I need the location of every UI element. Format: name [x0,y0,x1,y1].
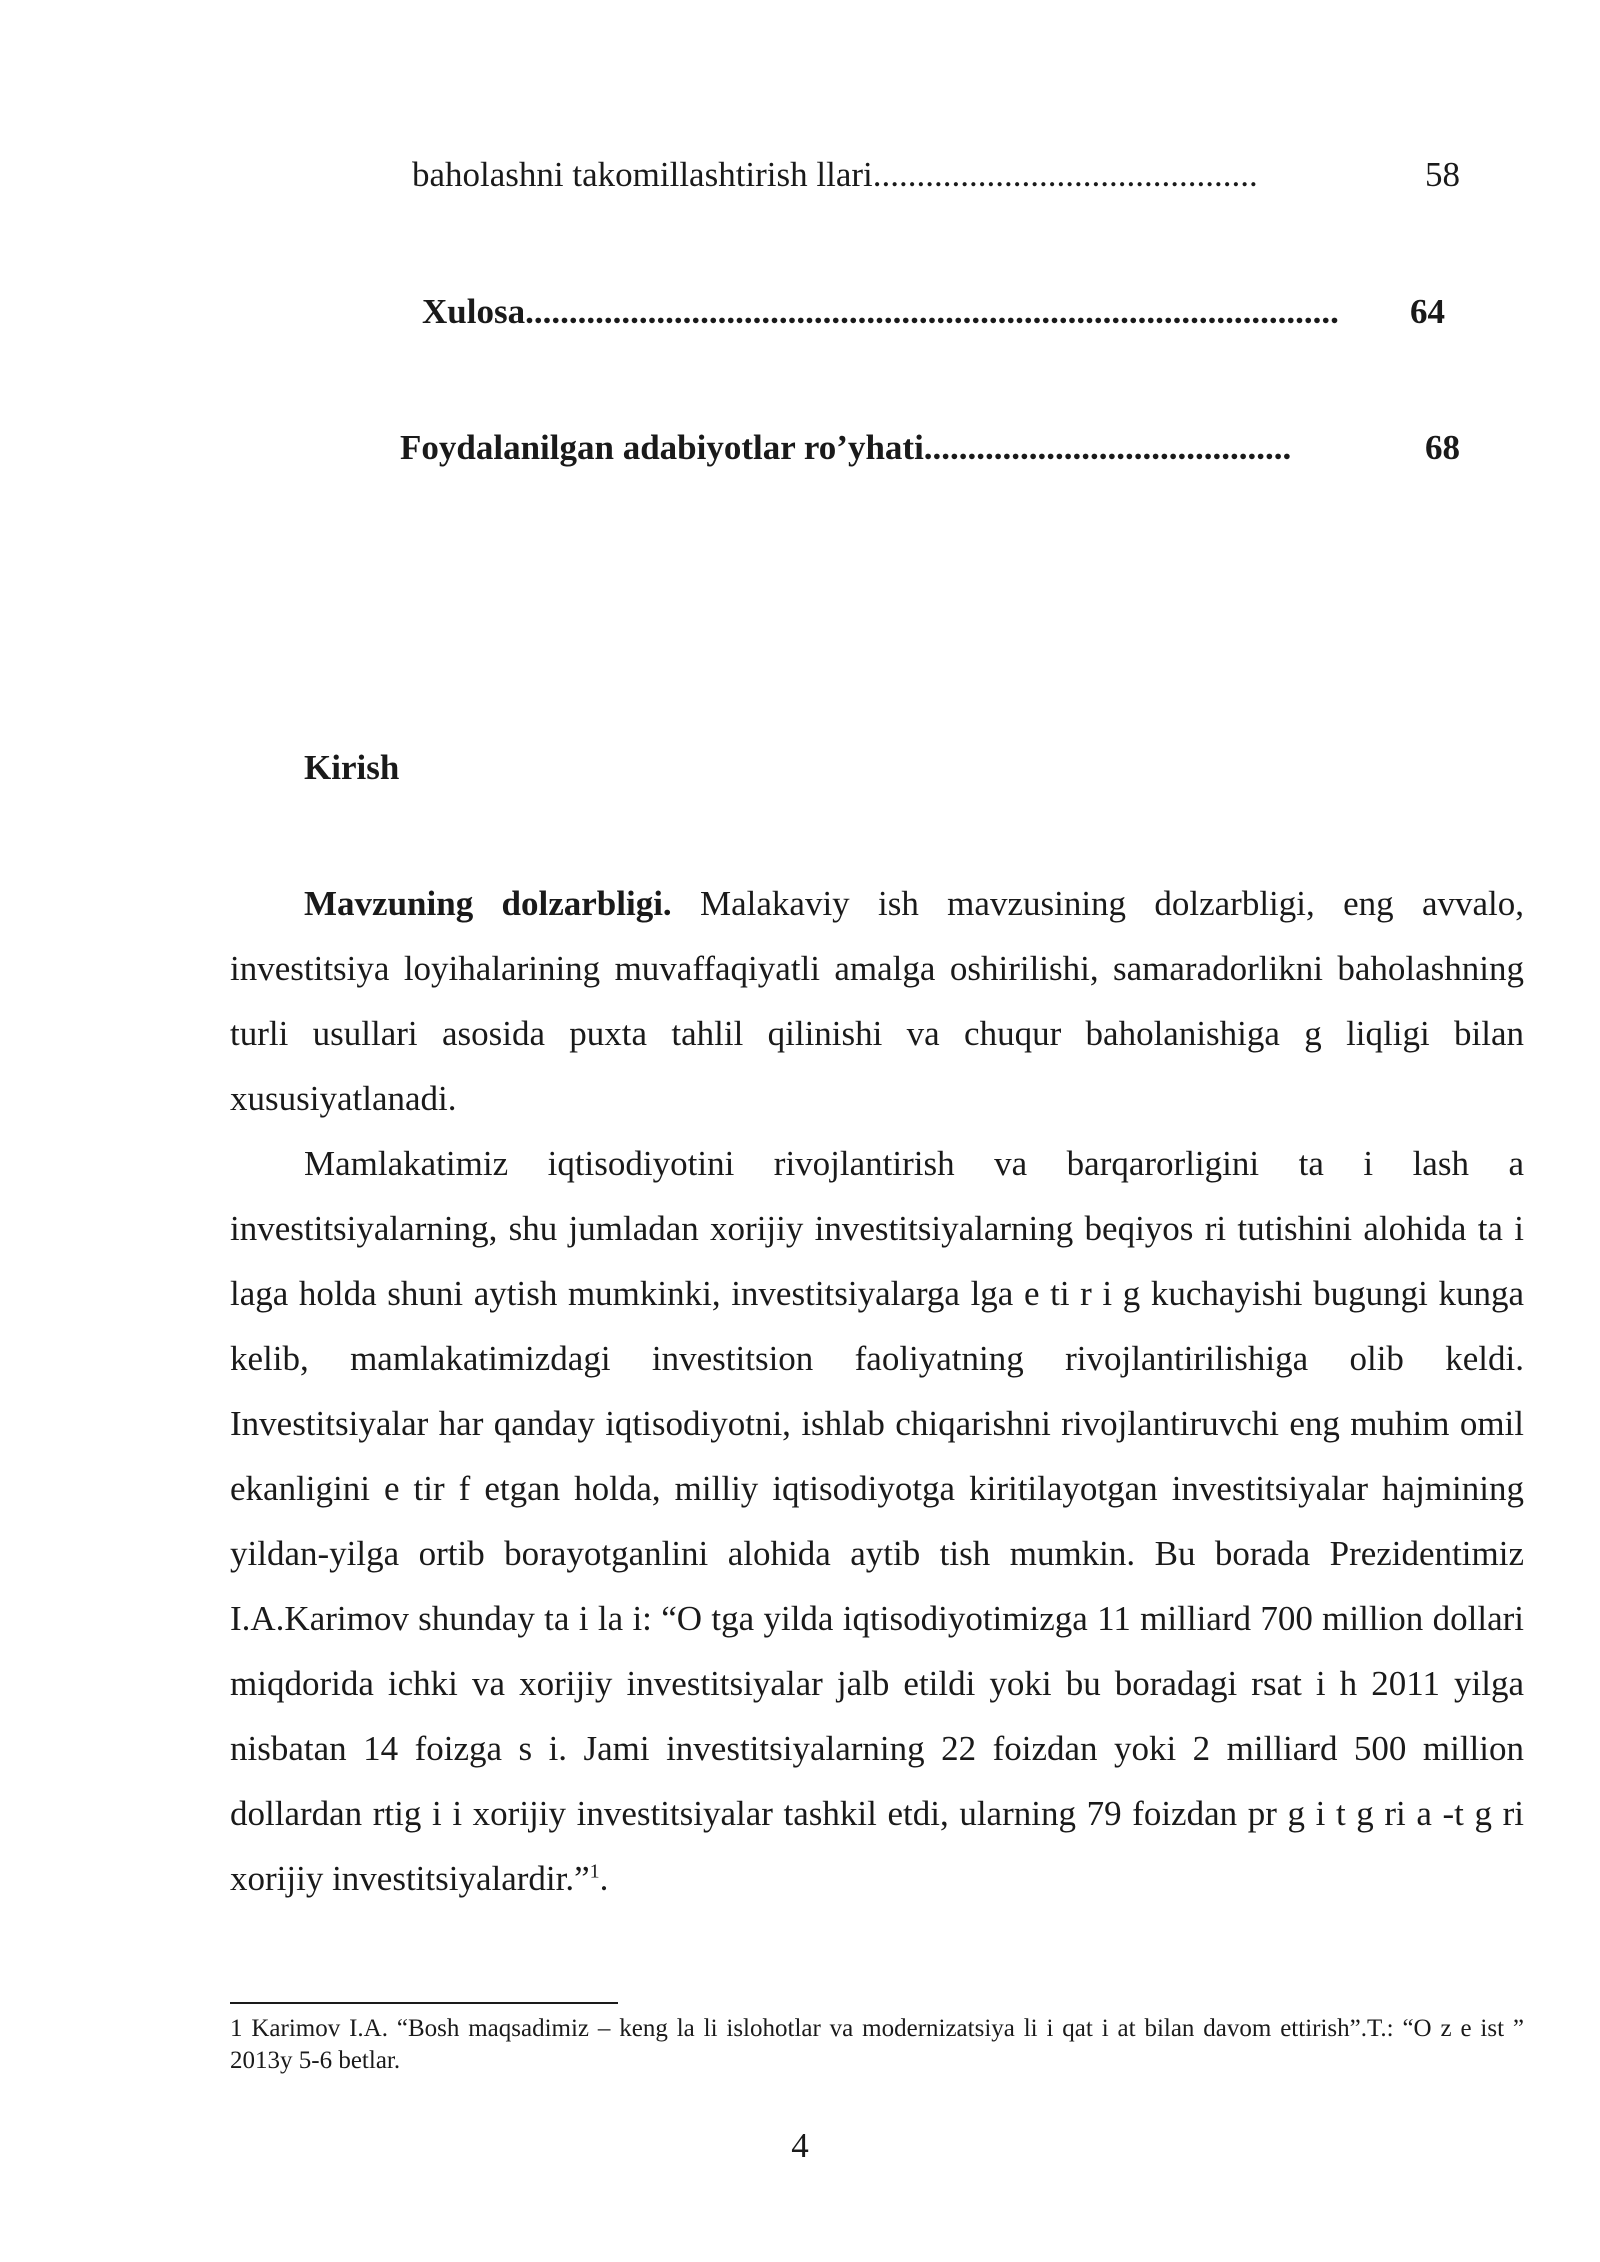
paragraph-text: Mamlakatimiz iqtisodiyotini rivojlantirish va barqarorligini ta i lash a investitsiyalarning, shu jumladan xorijiy investitsiyalarning beqiyos ri tutishini alohida ta i laga holda shuni aytish mumkinki, investitsiyalarga lga e ti r i g kuchayishi bugungi kunga kelib, mamlakatimizdagi investitsion faoliyatning rivojlantirilishiga olib keldi. Investitsiyalar har qanday iqtisodiyotni, ishlab chiqarishni rivojlantiruvchi eng muhim omil ekanligini e tir f etgan holda, milliy iqtisodiyotga kiritilayotgan investitsiyalar hajmining yildan-yilga ortib borayotganlini alohida aytib tish mumkin. Bu borada Prezidentimiz I.A.Karimov shunday ta i la i: “O tga yilda iqtisodiyotimizga 11 milliard 700 million dollari miqdorida ichki va xorijiy investitsiyalar jalb etildi yoki bu boradagi rsat i h 2011 yilga nisbatan 14 foizga s i. Jami investitsiyalarning 22 foizdan yoki 2 milliard 500 million dollardan rtig i i xorijiy investitsiyalar tashkil etdi, ularning 79 foizdan pr g i t g ri a -t g ri xorijiy investitsiyalardir.” [230,1144,1524,1898]
toc-entry-text: Xulosa............................................................................................. [422,292,1339,331]
footnote: 1 Karimov I.A. “Bosh maqsadimiz – keng la li islohotlar va modernizatsiya li i qat i at bilan davom ettirish”.T.: “O z e ist ” 2013y 5-6 betlar. [230,2015,1524,2074]
page-number: 4 [791,2126,809,2165]
section-heading: Kirish [304,748,400,787]
toc-entry-page: 64 [1410,292,1445,331]
footnote-ref[interactable]: 1 [589,1860,600,1883]
body-text [230,871,1524,1911]
toc-entry-page: 68 [1425,428,1460,467]
toc-entry-text: Foydalanilgan adabiyotlar ro’yhati.......................................... [400,428,1292,467]
toc-entry-text: baholashni takomillashtirish llari............................................ [412,155,1258,194]
paragraph [230,871,1524,1131]
toc-entry-page: 58 [1425,155,1460,194]
footnote-divider [230,2002,618,2004]
paragraph [230,1131,1524,1911]
paragraph-tail: . [599,1859,609,1898]
lead-bold: Mavzuning dolzarbligi. [304,884,672,923]
paragraph-text: Malakaviy ish mavzusining dolzarbligi, eng avvalo, investitsiya loyihalarining muvaffaqiyatli amalga oshirilishi, samaradorlikni baholashning turli usullari asosida puxta tahlil qilinishi va chuqur baholanishiga g liqligi bilan xususiyatlanadi. [230,884,1524,1118]
